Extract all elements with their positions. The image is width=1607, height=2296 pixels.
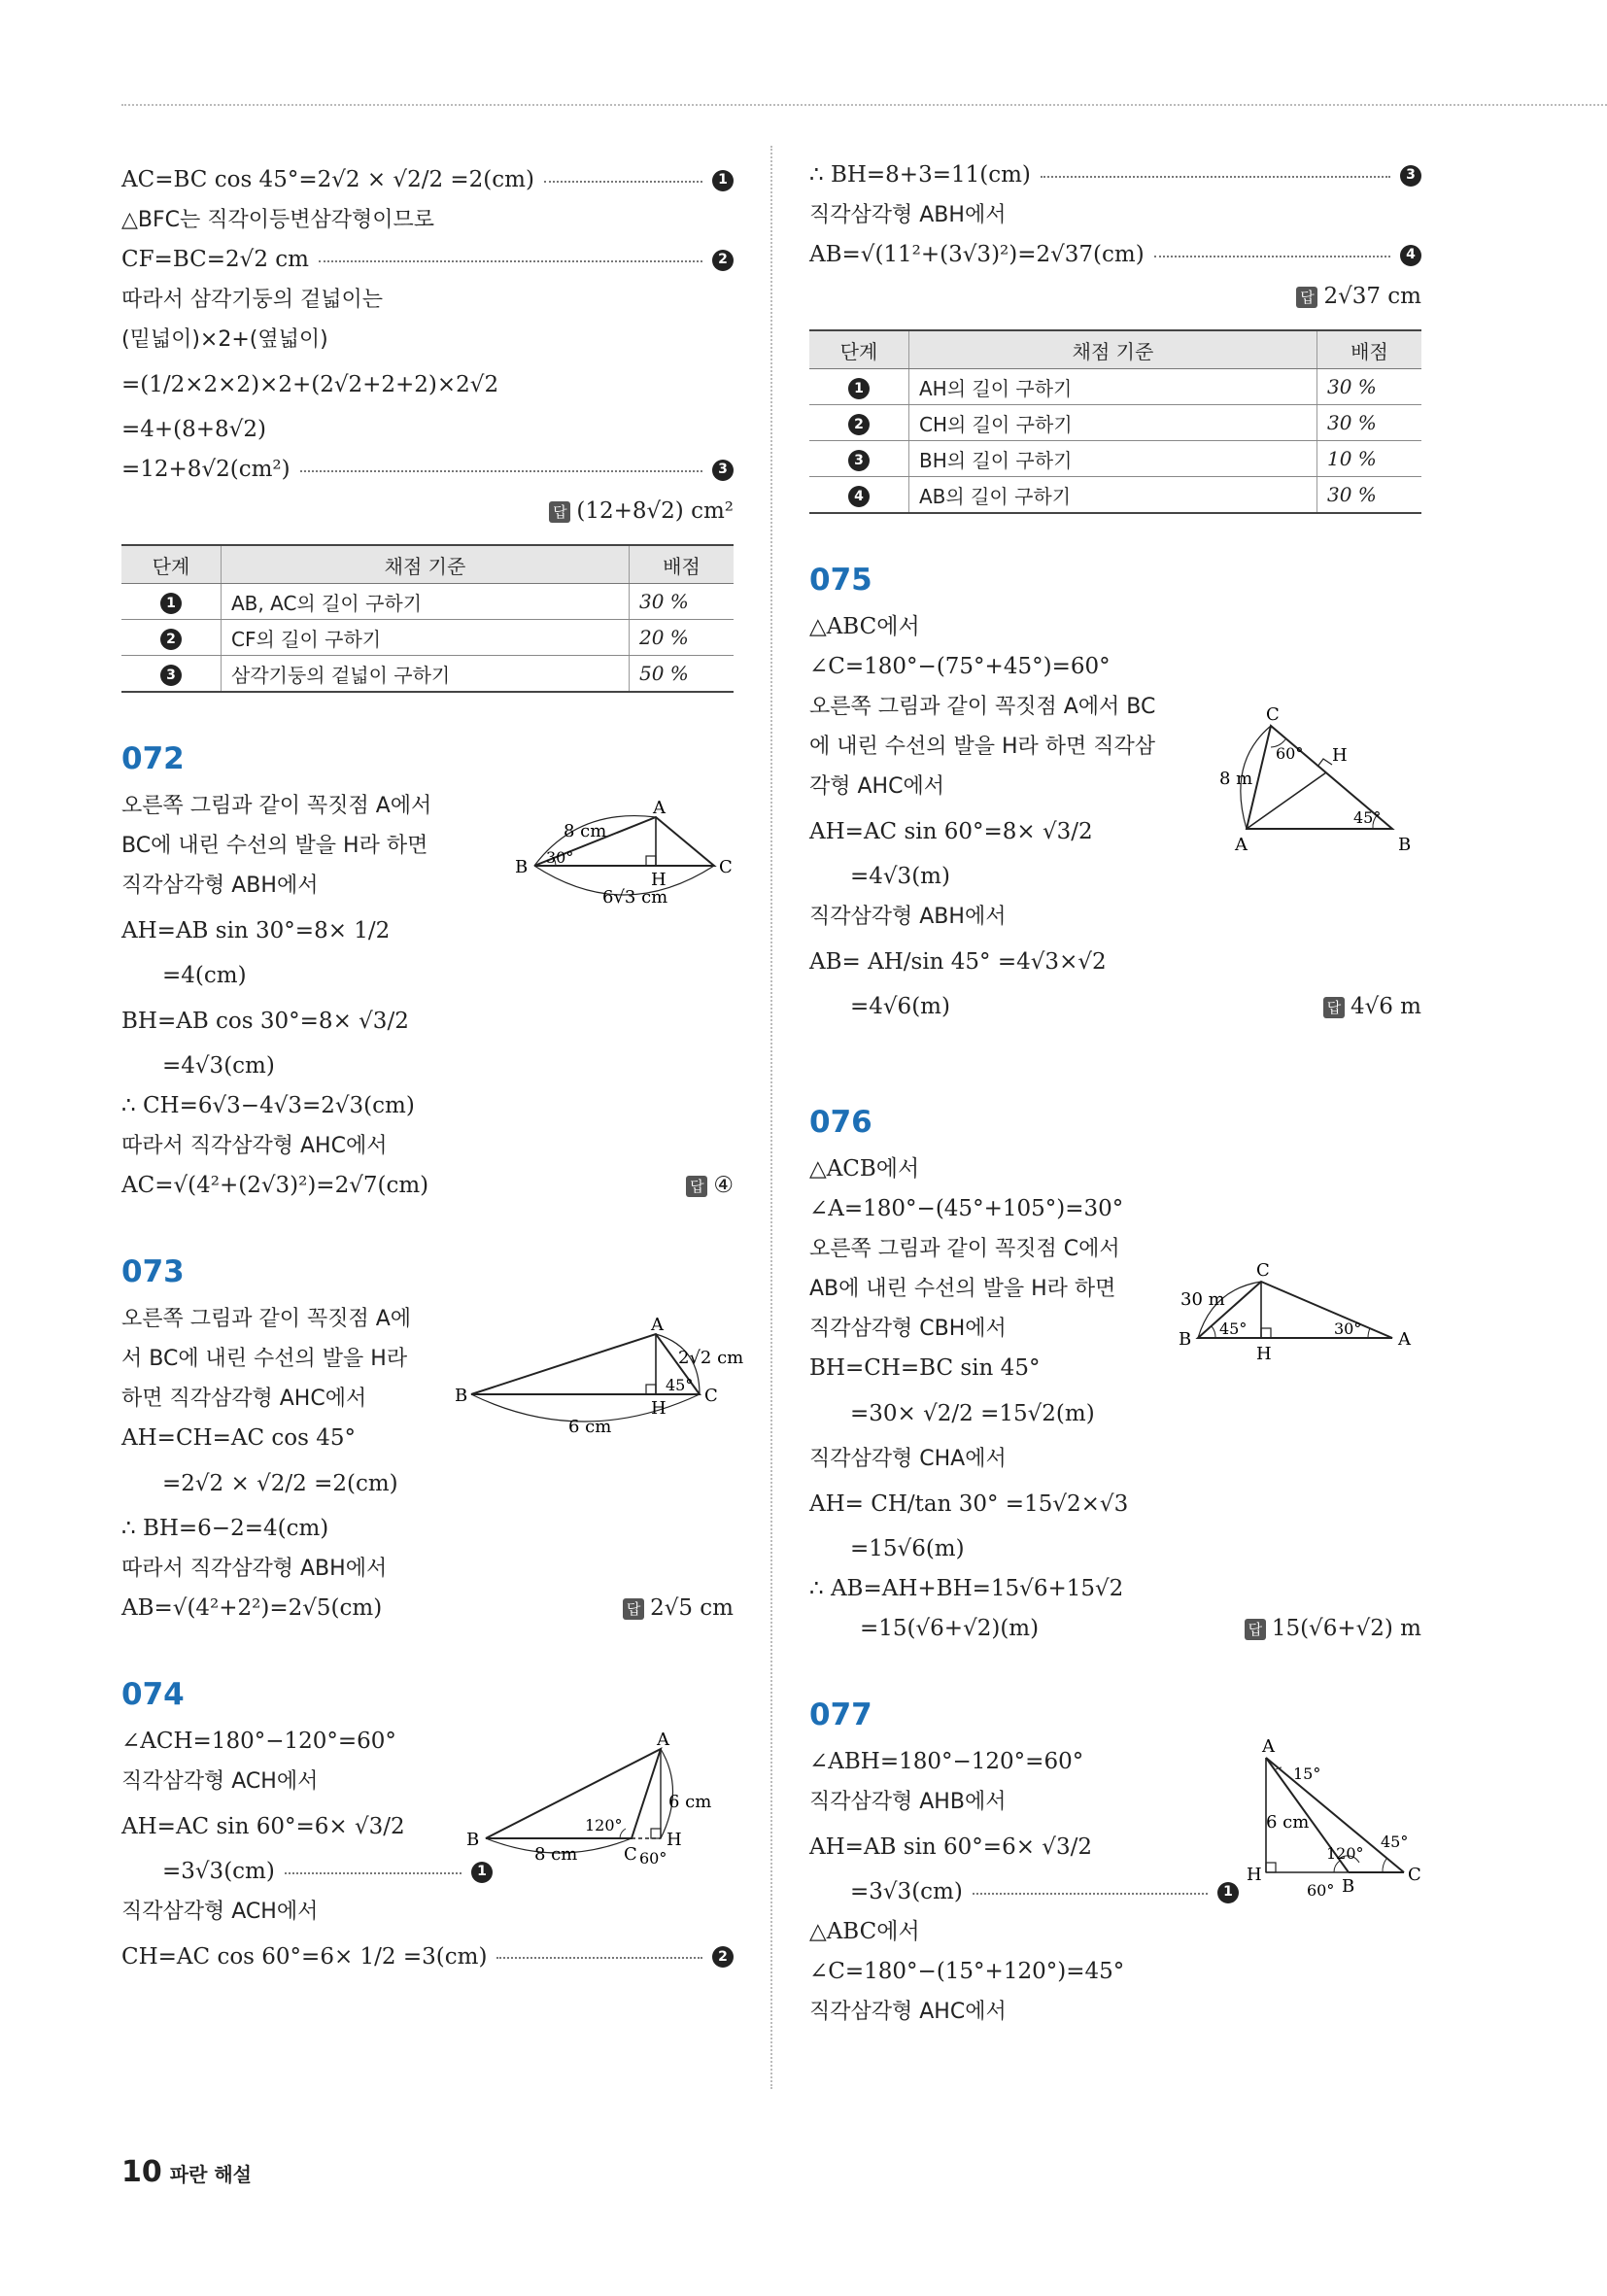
leader-dots [319,260,702,262]
solution-line: CH=AC cos 60°=6× 1/2 =3(cm) 2 [121,1932,734,1982]
answer-mark: 답 [1245,1619,1266,1640]
table-row [809,405,1421,441]
answer: ④ [713,1173,734,1198]
solution-line: ∠ACH=180°−120°=60° [121,1729,396,1754]
solution-line: 직각삼각형 ACH에서 [121,1900,319,1924]
side-label-ac: 2√2 cm [678,1348,744,1368]
table-cell: AH의 길이 구하기 [909,369,1317,405]
step-marker: 2 [712,250,734,271]
table-row [121,656,734,693]
solution-line: 오른쪽 그림과 같이 꼭짓점 A에서 BC [809,695,1156,719]
solution-line: AH= CH/tan 30° =15√2×√3 [809,1491,1129,1517]
solution-line: AB=√(4²+2²)=2√5(cm) 답 2√5 cm [121,1589,734,1628]
solution-line: =3√3(cm) 1 [809,1872,1239,1912]
vertex-label-b: B [1342,1876,1355,1897]
leader-dots [496,1957,702,1959]
solution-line: ∴ CH=6√3−4√3=2√3(cm) [121,1093,415,1118]
side-label-bc: 30 m [1180,1289,1225,1310]
solution-line: =4(cm) [162,963,247,988]
left-column [121,160,744,1982]
solution-line: AH=AC sin 60°=6× √3/2 [121,1814,405,1839]
vertex-label-h: H [1247,1865,1262,1885]
table-header: 채점 기준 [909,330,1317,369]
answer: 답 (12+8√2) cm² [121,490,734,532]
solution-071-continued [121,160,734,693]
step-marker: 2 [712,1946,734,1968]
side-label-bc: 6 cm [568,1417,612,1437]
triangle-figure-077 [1237,1738,1431,1913]
problem-number: 073 [121,1254,185,1289]
solution-line: 오른쪽 그림과 같이 꼭짓점 C에서 [809,1237,1120,1261]
solution-line: 오른쪽 그림과 같이 꼭짓점 A에 [121,1307,412,1331]
vertex-label-c: C [1266,704,1280,725]
solution-line: BH=AB cos 30°=8× √3/2 [121,1009,409,1034]
answer: 2√5 cm [650,1595,734,1621]
table-cell: AB의 길이 구하기 [909,477,1317,514]
solution-line: =15√6(m) [850,1536,965,1561]
angle-label-120: 120° [585,1816,623,1834]
table-header: 단계 [121,545,222,584]
solution-line: BC에 내린 수선의 발을 H라 하면 [121,834,428,858]
solution-line: =30× √2/2 =15√2(m) [850,1401,1095,1426]
step-marker: 2 [848,414,870,435]
solution-line: 직각삼각형 ACH에서 [121,1769,319,1794]
table-cell: 삼각기둥의 겉넓이 구하기 [222,656,630,693]
solution-line: ∠C=180°−(75°+45°)=60° [809,654,1111,679]
solution-line: BH=CH=BC sin 45° [809,1355,1041,1381]
table-cell: 30 % [630,584,735,620]
leader-dots [1041,176,1390,178]
solution-074-continued [809,155,1421,514]
angle-label-45: 45° [1381,1833,1409,1851]
vertex-label-a: A [1262,1736,1275,1757]
vertex-label-h: H [651,870,667,890]
table-cell: 30 % [1317,405,1422,441]
solution-line: 직각삼각형 ABH에서 [809,905,1007,929]
vertex-label-a: A [1398,1329,1411,1350]
answer: 4√6 m [1350,994,1421,1019]
vertex-label-h: H [1332,745,1348,766]
top-rule [121,104,1607,106]
answer-mark: 답 [623,1598,644,1620]
problem-number: 072 [121,741,185,776]
angle-label-60: 60° [639,1849,667,1868]
table-cell: 30 % [1317,369,1422,405]
triangle-figure-076 [1169,1260,1421,1377]
solution-line: AH=AB sin 30°=8× 1/2 [121,918,391,943]
footer-title: 파란 해설 [169,2163,252,2186]
table-header: 단계 [809,330,909,369]
right-column [809,155,1421,2032]
step-marker: 4 [1400,245,1421,266]
solution-line: =4√3(cm) [162,1053,275,1079]
page-footer [121,2155,252,2189]
side-label-ac: 6 cm [668,1792,712,1812]
vertex-label-b: B [455,1386,468,1406]
solution-line: 하면 직각삼각형 AHC에서 [121,1387,367,1411]
answer: 답 2√37 cm [809,275,1421,318]
leader-dots [300,470,702,472]
solution-line: =15(√6+√2)(m) 답 15(√6+√2) m [809,1609,1421,1649]
vertex-label-h: H [651,1398,667,1419]
solution-line: AB에 내린 수선의 발을 H라 하면 [809,1277,1116,1301]
table-row [121,620,734,656]
solution-line: =(1/2×2×2)×2+(2√2+2+2)×2√2 [121,372,499,397]
vertex-label-a: A [1235,835,1248,855]
solution-line: 서 BC에 내린 수선의 발을 H라 [121,1347,408,1371]
solution-line: 따라서 직각삼각형 AHC에서 [121,1134,388,1158]
angle-label-60: 60° [1307,1881,1335,1900]
solution-line: 직각삼각형 AHC에서 [809,2000,1007,2024]
table-cell: 50 % [630,656,735,693]
solution-line: 직각삼각형 ABH에서 [121,874,319,898]
table-row [809,477,1421,514]
vertex-label-b: B [515,857,529,877]
solution-line: =4√3(m) [850,864,950,889]
vertex-label-b: B [1398,835,1412,855]
table-row [809,369,1421,405]
solution-line: ∴ AB=AH+BH=15√6+15√2 [809,1576,1124,1601]
answer-mark: 답 [1323,997,1345,1018]
side-label-ac: 8 m [1219,769,1253,789]
step-marker: 1 [471,1862,493,1883]
problem-077 [809,1696,1421,2032]
solution-line: AH=AB sin 60°=6× √3/2 [809,1834,1092,1860]
step-marker: 1 [1217,1882,1239,1903]
table-header: 배점 [630,545,735,584]
vertex-label-a: A [653,798,666,818]
table-cell: 30 % [1317,477,1422,514]
problem-number: 074 [121,1677,185,1712]
angle-label-120: 120° [1326,1844,1364,1863]
solution-line: 에 내린 수선의 발을 H라 하면 직각삼 [809,735,1156,759]
column-divider [770,146,772,2089]
table-header: 채점 기준 [222,545,630,584]
solution-line: =12+8√2(cm²) 3 [121,450,734,490]
scoring-table [809,329,1421,514]
problem-number: 075 [809,563,872,598]
solution-line: 오른쪽 그림과 같이 꼭짓점 A에서 [121,794,432,818]
leader-dots [973,1893,1208,1895]
solution-line: AH=AC sin 60°=8× √3/2 [809,819,1093,844]
angle-label-45: 45° [1353,808,1382,827]
problem-number: 077 [809,1697,872,1732]
table-cell: CH의 길이 구하기 [909,405,1317,441]
solution-line: AB= AH/sin 45° =4√3×√2 [809,949,1107,975]
solution-line: CF=BC=2√2 cm 2 [121,240,734,280]
solution-line: =3√3(cm) 1 [121,1852,493,1892]
leader-dots [285,1872,462,1874]
step-marker: 3 [712,460,734,481]
solution-line: 각형 AHC에서 [809,774,944,799]
answer-mark: 답 [686,1176,707,1197]
side-label-ab: 8 cm [564,821,607,841]
solution-line: 직각삼각형 CHA에서 [809,1447,1007,1471]
table-header: 배점 [1317,330,1422,369]
solution-line: △ABC에서 [809,1919,920,1944]
leader-dots [544,181,702,183]
triangle-figure-072 [505,800,734,926]
solution-line: =2√2 × √2/2 =2(cm) [162,1471,398,1496]
angle-label-30: 30° [1334,1319,1362,1338]
table-cell: BH의 길이 구하기 [909,441,1317,477]
answer-mark: 답 [549,501,570,523]
solution-line: AC=BC cos 45°=2√2 × √2/2 =2(cm) 1 [121,160,734,200]
table-cell: 10 % [1317,441,1422,477]
problem-075 [809,561,1421,1027]
table-row [121,584,734,620]
step-marker: 1 [848,378,870,399]
triangle-figure-074 [466,1731,738,1868]
solution-line: ∠C=180°−(15°+120°)=45° [809,1959,1125,1984]
solution-line: ∠ABH=180°−120°=60° [809,1749,1084,1774]
solution-line: =4√6(m) 답 4√6 m [809,987,1421,1027]
problem-074 [121,1675,734,1982]
solution-line: AC=√(4²+(2√3)²)=2√7(cm) 답 ④ [121,1166,734,1206]
angle-label: 45° [666,1376,694,1394]
problem-number: 076 [809,1105,872,1140]
solution-line: AB=√(11²+(3√3)²)=2√37(cm) 4 [809,235,1421,275]
problem-072 [121,739,734,1206]
step-marker: 1 [712,170,734,191]
solution-line: ∴ BH=8+3=11(cm) 3 [809,155,1421,195]
leader-dots [1154,256,1390,257]
solution-line: 직각삼각형 CBH에서 [809,1317,1007,1341]
side-label-bc: 6√3 cm [602,887,668,908]
triangle-figure-075 [1217,704,1421,860]
angle-label: 30° [546,848,574,867]
vertex-label-h: H [1256,1344,1272,1364]
solution-line: 따라서 삼각기둥의 겉넓이는 [121,288,384,312]
solution-line: ∴ BH=6−2=4(cm) [121,1516,329,1541]
solution-line: 직각삼각형 ABH에서 [809,203,1007,227]
answer-mark: 답 [1296,287,1317,308]
solution-line: △ACB에서 [809,1156,920,1182]
solution-line: 따라서 직각삼각형 ABH에서 [121,1557,388,1581]
problem-076 [809,1103,1421,1649]
table-cell: AB, AC의 길이 구하기 [222,584,630,620]
step-marker: 1 [160,593,182,614]
angle-label-15: 15° [1293,1765,1321,1783]
scoring-table [121,544,734,693]
step-marker: 3 [160,665,182,686]
solution-line: =4+(8+8√2) [121,417,266,442]
angle-label-60: 60° [1276,744,1304,763]
vertex-label-c: C [719,857,733,877]
vertex-label-b: B [1179,1329,1192,1350]
solution-line: △ABC에서 [809,614,920,639]
step-marker: 4 [848,486,870,507]
step-marker: 2 [160,629,182,650]
answer: 15(√6+√2) m [1271,1616,1421,1641]
solution-line: △BFC는 직각이등변삼각형이므로 [121,208,435,232]
page-number: 10 [121,2155,162,2189]
table-cell: CF의 길이 구하기 [222,620,630,656]
solution-line: 직각삼각형 AHB에서 [809,1790,1007,1814]
triangle-figure-073 [455,1313,744,1449]
vertex-label-c: C [704,1386,718,1406]
side-label-bc: 8 cm [534,1844,578,1865]
table-row [809,441,1421,477]
vertex-label-a: A [657,1730,669,1750]
table-cell: 20 % [630,620,735,656]
step-marker: 3 [1400,165,1421,187]
vertex-label-a: A [651,1315,664,1335]
solution-line: (밑넓이)×2+(옆넓이) [121,327,328,352]
side-label-ab: 6 cm [1266,1812,1310,1833]
vertex-label-h: H [667,1830,682,1850]
step-marker: 3 [848,450,870,471]
vertex-label-b: B [466,1830,480,1850]
vertex-label-c: C [1408,1865,1421,1885]
solution-line: ∠A=180°−(45°+105°)=30° [809,1196,1124,1221]
vertex-label-c: C [624,1844,637,1865]
solution-line: AH=CH=AC cos 45° [121,1425,356,1451]
vertex-label-c: C [1256,1260,1270,1281]
problem-073 [121,1252,744,1628]
angle-label-45: 45° [1219,1319,1248,1338]
